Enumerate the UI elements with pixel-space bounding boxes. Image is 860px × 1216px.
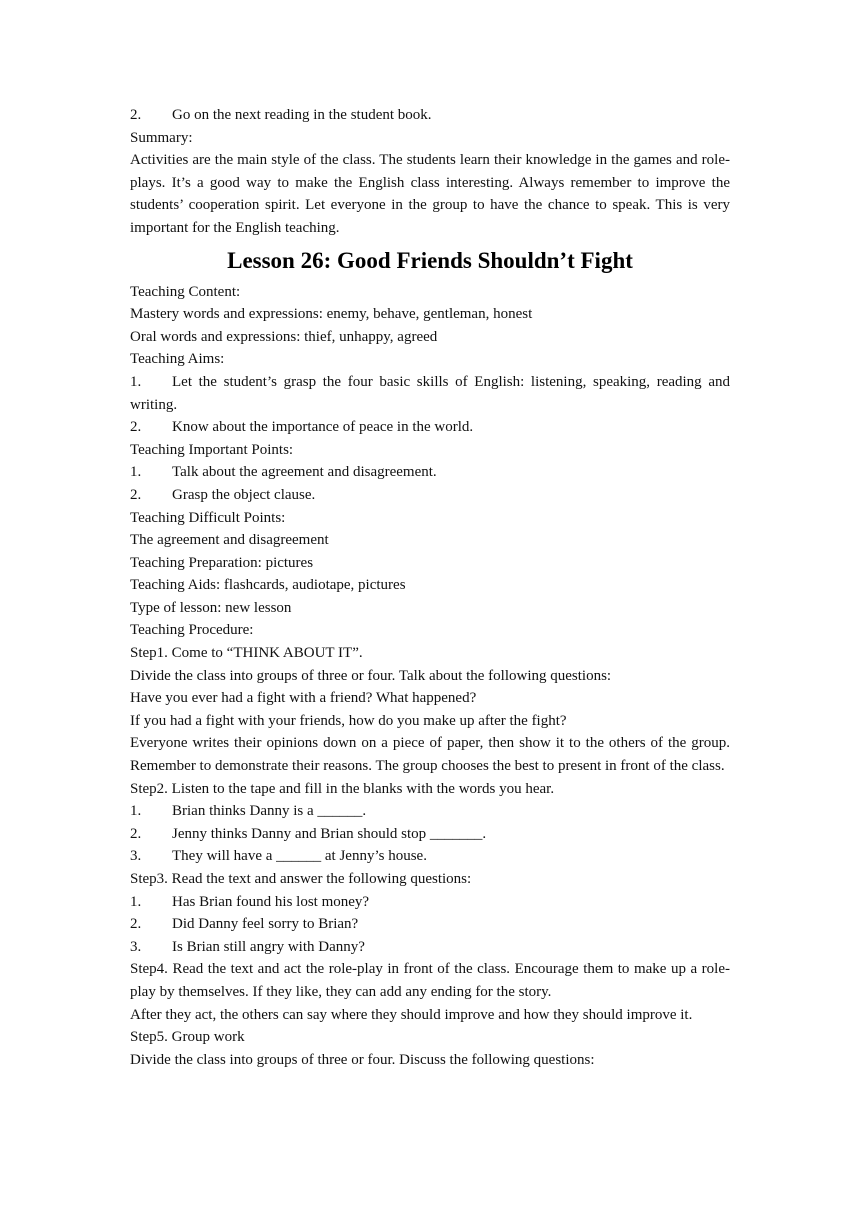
list-item bbox=[130, 104, 730, 127]
step4-after: After they act, the others can say where they should improve and how they should improve it. bbox=[130, 1006, 693, 1023]
item-number: 2. bbox=[130, 825, 142, 842]
difficult-points-text: The agreement and disagreement bbox=[130, 532, 329, 549]
item-text: Let the student’s grasp the four basic skills of English: listening, speaking, reading and writing. bbox=[130, 373, 730, 413]
list-item bbox=[130, 800, 730, 823]
list-item bbox=[130, 891, 730, 914]
list-item bbox=[130, 416, 730, 439]
item-text: Is Brian still angry with Danny? bbox=[172, 938, 365, 955]
list-item bbox=[130, 371, 730, 416]
item-number: 3. bbox=[130, 938, 142, 955]
summary-paragraph: Activities are the main style of the class. The students learn their knowledge in the games and role-plays. It’s a good way to make the English class interesting. Always remember to improve the students’ cooperation spirit. Let everyone in the group to have the chance to speak. This is very important for the English teaching. bbox=[130, 152, 730, 236]
step4-heading: Step4. Read the text and act the role-play in front of the class. Encourage them to make up a role-play by themselves. If they like, they can add any ending for the story. bbox=[130, 961, 730, 1000]
list-item bbox=[130, 913, 730, 936]
teaching-aims-label: Teaching Aims: bbox=[130, 351, 225, 368]
list-item bbox=[130, 484, 730, 507]
lesson-type: Type of lesson: new lesson bbox=[130, 599, 292, 616]
item-number: 2. bbox=[130, 107, 142, 123]
teaching-aids: Teaching Aids: flashcards, audiotape, pictures bbox=[130, 577, 406, 594]
item-text: Has Brian found his lost money? bbox=[172, 893, 370, 910]
list-item bbox=[130, 845, 730, 868]
step1-divide: Divide the class into groups of three or four. Talk about the following questions: bbox=[130, 667, 612, 684]
item-text: Did Danny feel sorry to Brian? bbox=[172, 916, 359, 933]
item-number: 2. bbox=[130, 916, 142, 933]
item-number: 1. bbox=[130, 373, 142, 390]
item-text: Know about the importance of peace in the world. bbox=[172, 419, 474, 436]
document-page bbox=[130, 104, 730, 1071]
difficult-points-label: Teaching Difficult Points: bbox=[130, 509, 286, 526]
step1-question-1: Have you ever had a fight with a friend? What happened? bbox=[130, 690, 477, 707]
item-text: Talk about the agreement and disagreement. bbox=[172, 464, 437, 481]
item-text: Grasp the object clause. bbox=[172, 486, 316, 503]
step2-heading: Step2. Listen to the tape and fill in the blanks with the words you hear. bbox=[130, 780, 555, 797]
step1-heading: Step1. Come to “THINK ABOUT IT”. bbox=[130, 645, 363, 662]
list-item bbox=[130, 461, 730, 484]
item-text: Go on the next reading in the student book. bbox=[172, 107, 432, 123]
step5-divide: Divide the class into groups of three or four. Discuss the following questions: bbox=[130, 1051, 595, 1068]
item-number: 3. bbox=[130, 848, 142, 865]
list-item bbox=[130, 823, 730, 846]
oral-words: Oral words and expressions: thief, unhappy, agreed bbox=[130, 328, 438, 345]
step1-question-2: If you had a fight with your friends, how do you make up after the fight? bbox=[130, 712, 567, 729]
item-number: 1. bbox=[130, 464, 142, 481]
important-points-label: Teaching Important Points: bbox=[130, 441, 294, 458]
procedure-label: Teaching Procedure: bbox=[130, 622, 254, 639]
item-number: 2. bbox=[130, 486, 142, 503]
item-text: Jenny thinks Danny and Brian should stop _______. bbox=[172, 825, 487, 842]
step3-heading: Step3. Read the text and answer the following questions: bbox=[130, 871, 472, 887]
step5-heading: Step5. Group work bbox=[130, 1029, 245, 1046]
teaching-preparation: Teaching Preparation: pictures bbox=[130, 554, 314, 571]
mastery-words: Mastery words and expressions: enemy, behave, gentleman, honest bbox=[130, 306, 533, 323]
step1-opinions: Everyone writes their opinions down on a piece of paper, then show it to the others of the group. Remember to demonstrate their reasons. The group chooses the best to present in front of the class. bbox=[130, 735, 730, 775]
teaching-content-label: Teaching Content: bbox=[130, 283, 241, 300]
list-item bbox=[130, 936, 730, 959]
item-text: Brian thinks Danny is a ______. bbox=[172, 803, 367, 820]
item-number: 1. bbox=[130, 893, 142, 910]
lesson-title: Lesson 26: Good Friends Shouldn’t Fight bbox=[227, 247, 633, 273]
item-number: 2. bbox=[130, 419, 142, 436]
item-text: They will have a ______ at Jenny’s house. bbox=[172, 848, 427, 865]
summary-label: Summary: bbox=[130, 129, 193, 146]
item-number: 1. bbox=[130, 803, 142, 820]
